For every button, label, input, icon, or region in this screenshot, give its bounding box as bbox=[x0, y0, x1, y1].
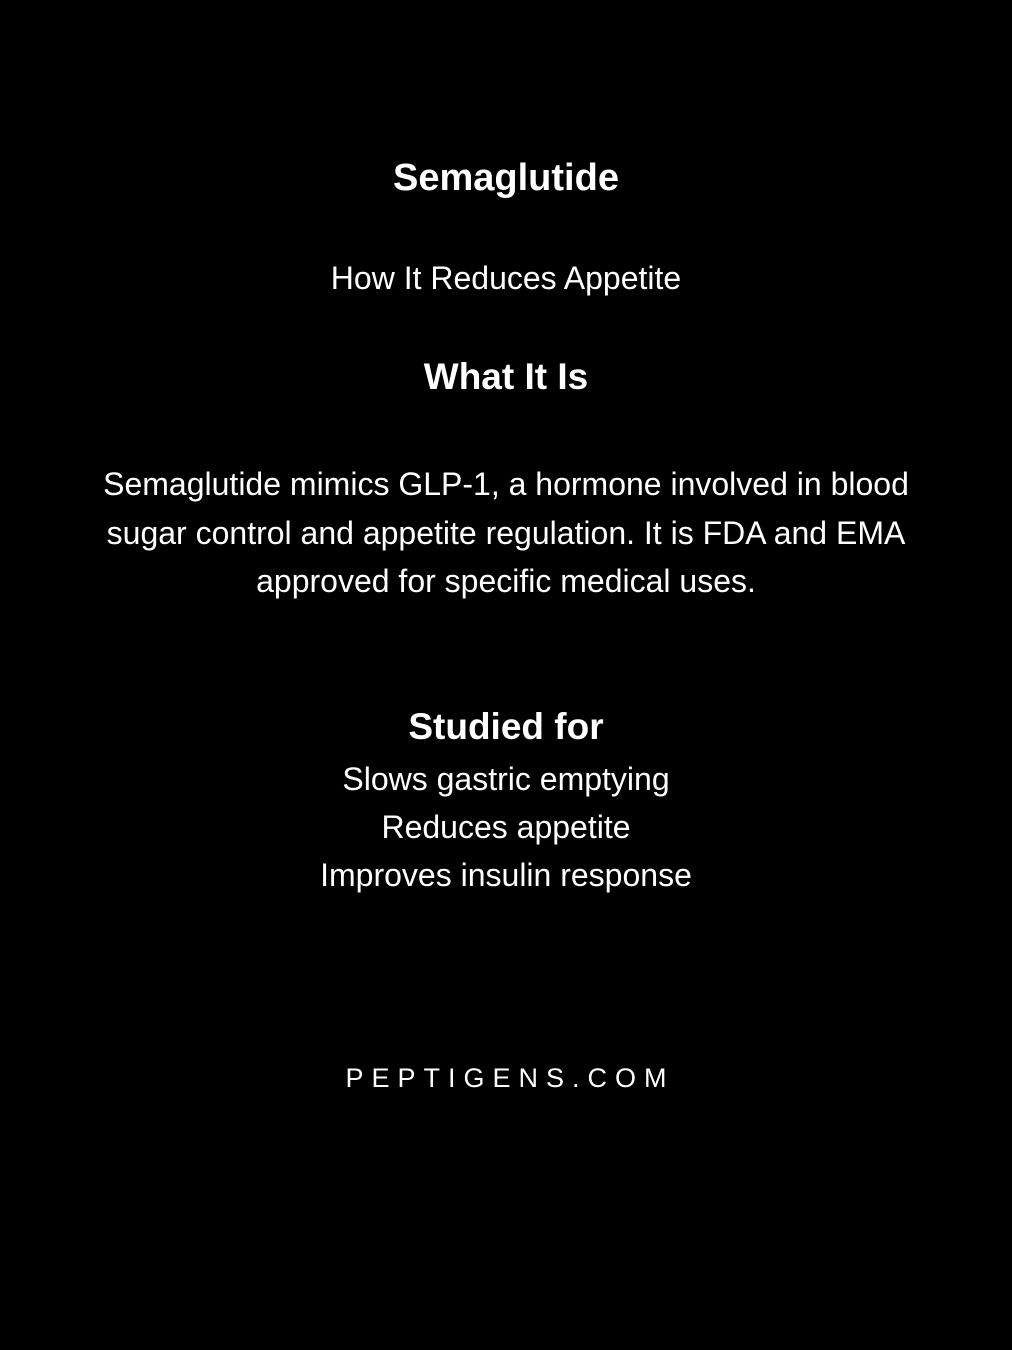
page-subtitle: How It Reduces Appetite bbox=[330, 260, 682, 296]
studied-for-list bbox=[0, 755, 1012, 899]
what-it-is-body: Semaglutide mimics GLP-1, a hormone involved in blood sugar control and appetite regulation. It is FDA and EMA approved for specific medical uses. bbox=[103, 466, 909, 599]
studied-for-heading: Studied for bbox=[408, 706, 604, 747]
what-it-is-heading: What It Is bbox=[423, 356, 589, 397]
footer-website: PEPTIGENS.COM bbox=[345, 1063, 675, 1093]
list-item: Reduces appetite bbox=[381, 809, 631, 845]
page-title: Semaglutide bbox=[393, 157, 619, 199]
list-item: Slows gastric emptying bbox=[342, 761, 670, 797]
list-item: Improves insulin response bbox=[320, 857, 692, 893]
